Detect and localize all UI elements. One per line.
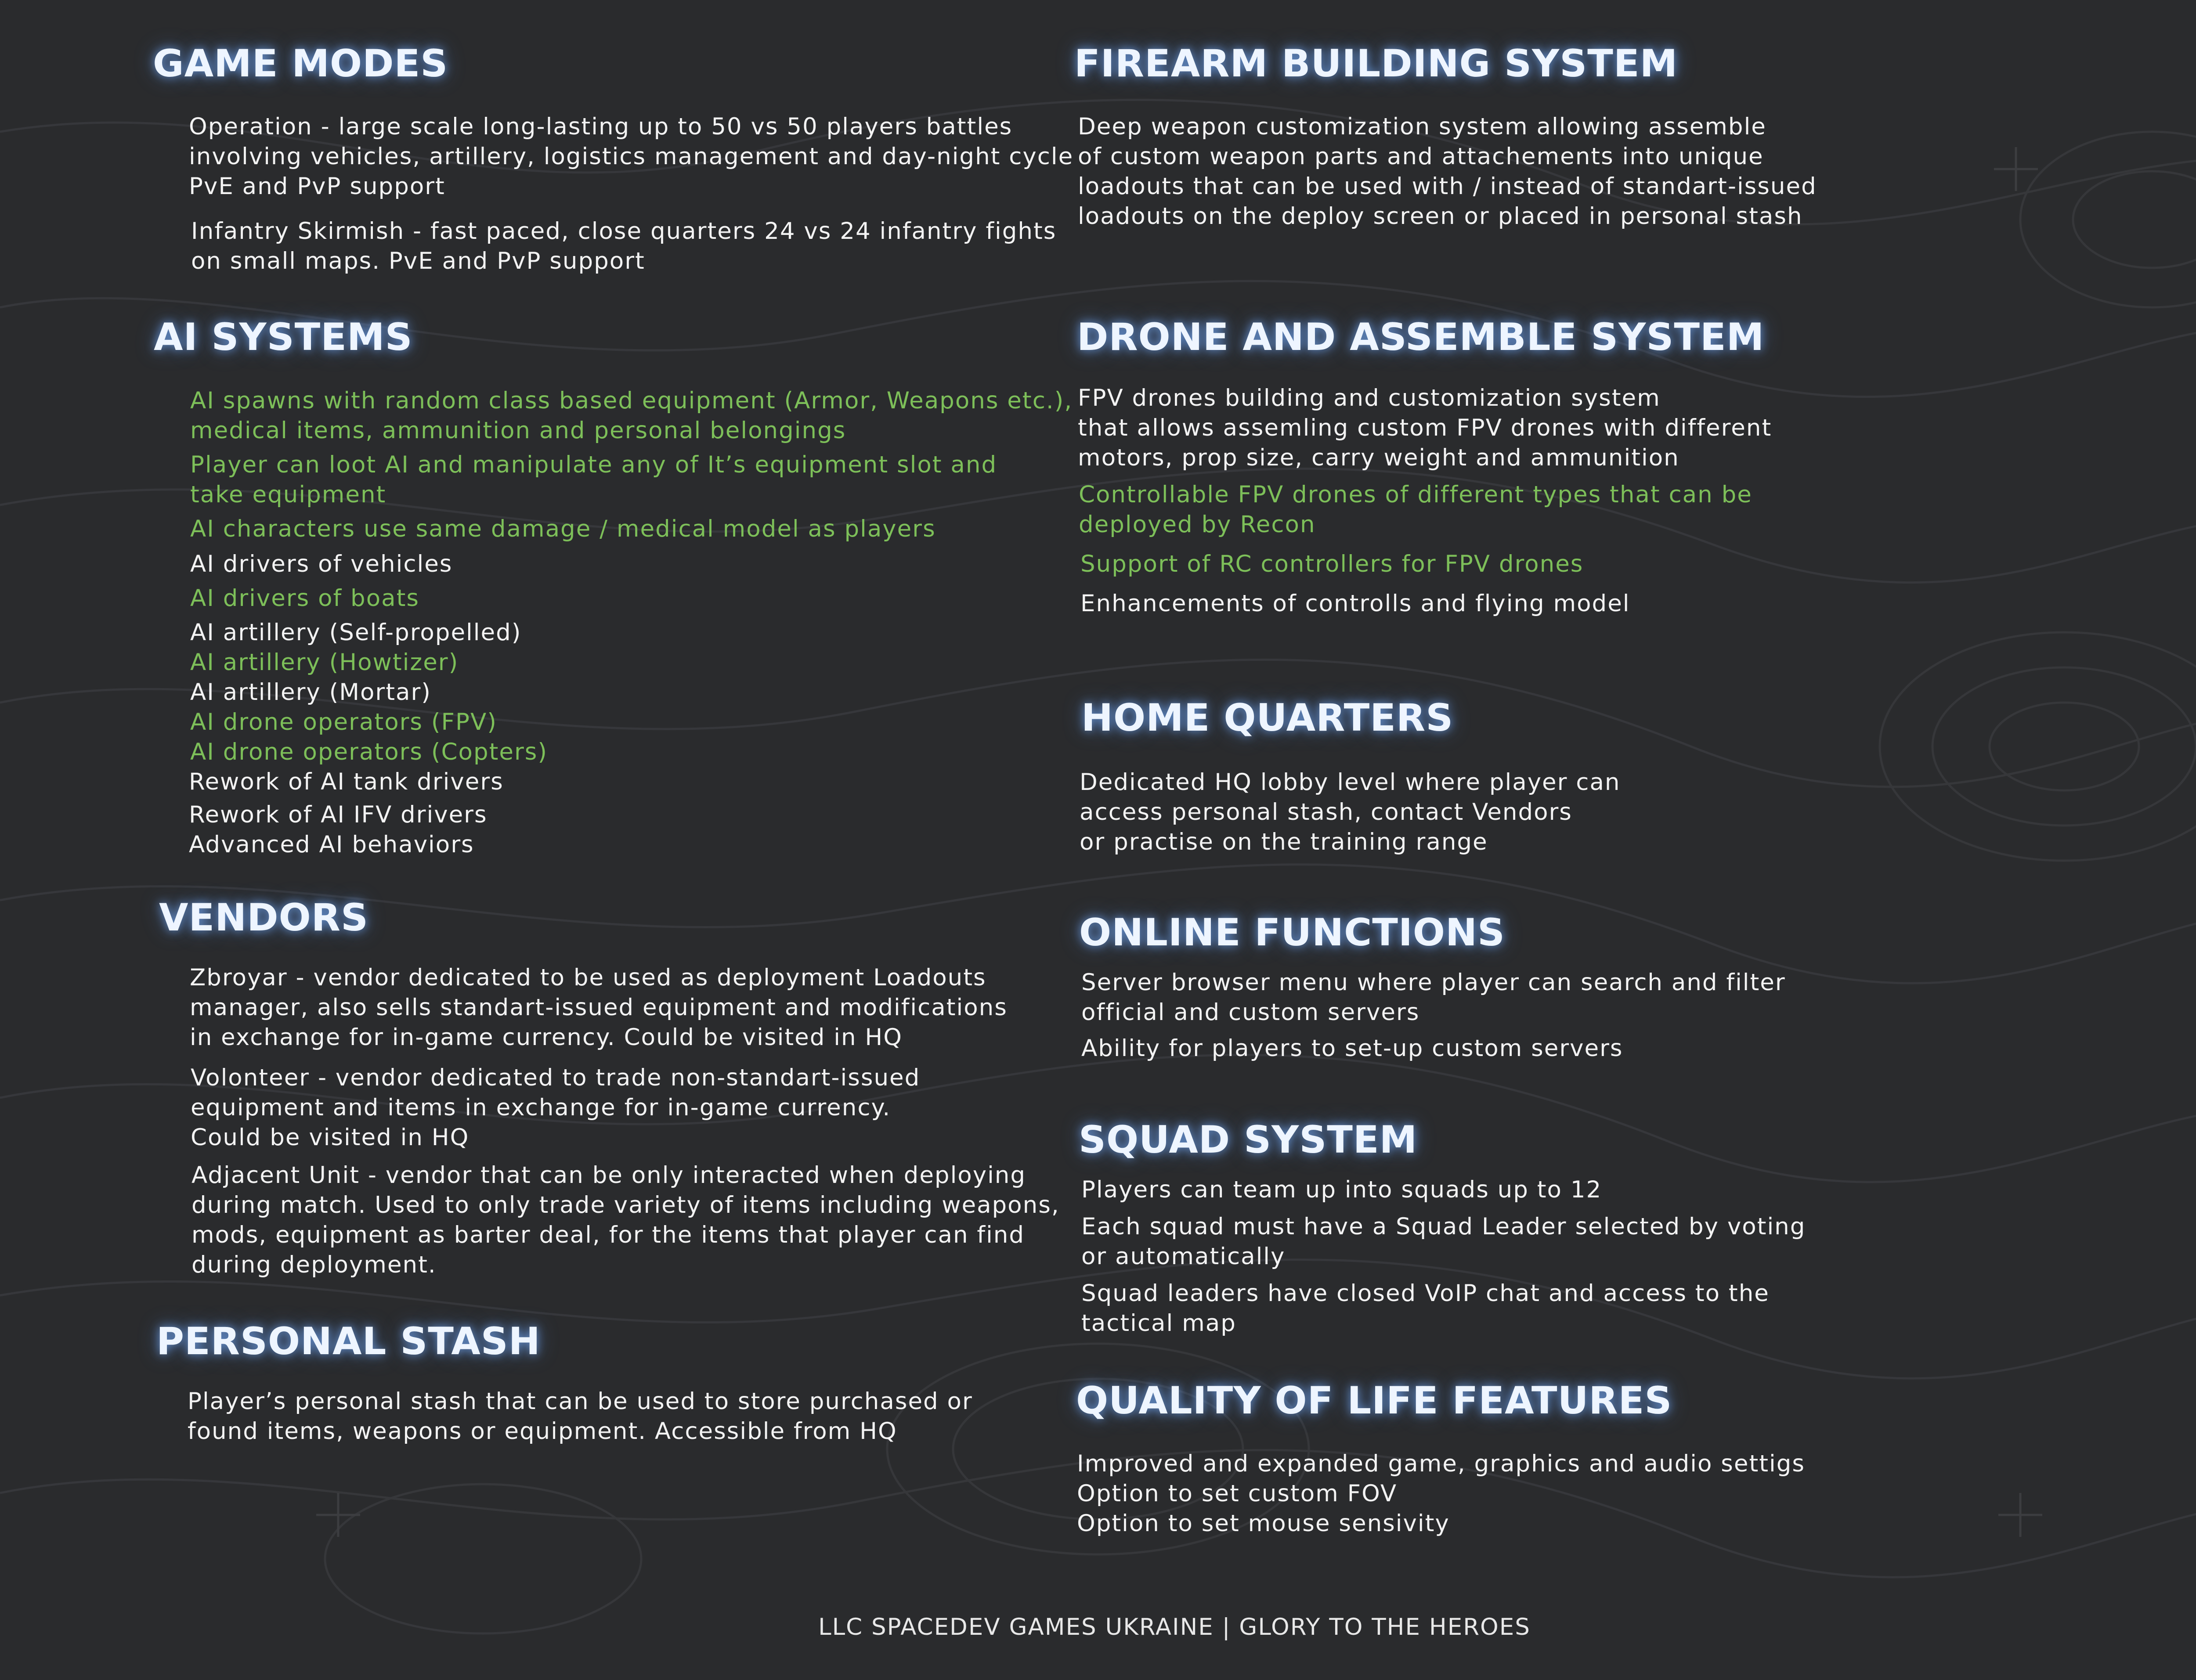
firearm-building-line: loadouts on the deploy screen or placed in personal stash <box>1078 203 1803 230</box>
drone-assemble-line: that allows assemling custom FPV drones with different <box>1078 415 1772 441</box>
ai-systems-line: AI artillery (Self-propelled) <box>190 619 522 646</box>
ai-systems-line: AI drone operators (FPV) <box>190 709 497 735</box>
quality-of-life-line: Option to set mouse sensivity <box>1077 1510 1450 1537</box>
drone-assemble-line: Controllable FPV drones of different types that can be <box>1079 481 1752 508</box>
vendors-line: mods, equipment as barter deal, for the items that player can find <box>191 1222 1025 1248</box>
ai-systems-line: medical items, ammunition and personal belongings <box>190 417 846 444</box>
game-modes-heading: GAME MODES <box>153 42 448 86</box>
vendors-heading: VENDORS <box>159 896 368 940</box>
drone-assemble-line: FPV drones building and customization system <box>1078 385 1661 411</box>
personal-stash-line: found items, weapons or equipment. Accessible from HQ <box>188 1418 897 1445</box>
drone-assemble-line: motors, prop size, carry weight and ammunition <box>1078 444 1680 471</box>
squad-system-line: tactical map <box>1081 1310 1236 1337</box>
ai-systems-line: take equipment <box>190 481 386 508</box>
firearm-building-line: loadouts that can be used with / instead of standart-issued <box>1078 173 1817 200</box>
drone-assemble-line: deployed by Recon <box>1079 511 1316 538</box>
vendors-line: during match. Used to only trade variety of items including weapons, <box>191 1192 1060 1219</box>
personal-stash-heading: PERSONAL STASH <box>156 1319 541 1363</box>
drone-assemble-line: Enhancements of controlls and flying model <box>1080 590 1630 617</box>
ai-systems-line: AI characters use same damage / medical model as players <box>190 516 936 542</box>
squad-system-line: Players can team up into squads up to 12 <box>1081 1176 1602 1203</box>
home-quarters-line: Dedicated HQ lobby level where player can <box>1080 769 1621 796</box>
ai-systems-line: AI drivers of boats <box>190 585 419 612</box>
ai-systems-line: Advanced AI behaviors <box>189 831 474 858</box>
vendors-line: Zbroyar - vendor dedicated to be used as deployment Loadouts <box>190 964 986 991</box>
squad-system-line: or automatically <box>1081 1243 1286 1270</box>
home-quarters-line: or practise on the training range <box>1080 829 1488 855</box>
vendors-line: Volonteer - vendor dedicated to trade non-standart-issued <box>191 1064 921 1091</box>
ai-systems-line: AI drone operators (Copters) <box>190 739 548 765</box>
quality-of-life-heading: QUALITY OF LIFE FEATURES <box>1076 1379 1672 1423</box>
squad-system-heading: SQUAD SYSTEM <box>1079 1118 1418 1162</box>
ai-systems-line: Player can loot AI and manipulate any of It’s equipment slot and <box>190 451 997 478</box>
drone-assemble-heading: DRONE AND ASSEMBLE SYSTEM <box>1077 315 1765 359</box>
ai-systems-line: Rework of AI IFV drivers <box>189 801 488 828</box>
game-modes-line: Infantry Skirmish - fast paced, close quarters 24 vs 24 infantry fights <box>191 218 1057 245</box>
ai-systems-line: AI artillery (Howtizer) <box>190 649 459 676</box>
online-functions-line: Server browser menu where player can search and filter <box>1081 969 1786 996</box>
quality-of-life-line: Option to set custom FOV <box>1077 1480 1398 1507</box>
squad-system-line: Squad leaders have closed VoIP chat and access to the <box>1081 1280 1770 1307</box>
game-modes-line: involving vehicles, artillery, logistics management and day-night cycle <box>189 143 1074 170</box>
ai-systems-line: AI spawns with random class based equipment (Armor, Weapons etc.), <box>190 387 1073 414</box>
footer-credit: LLC SPACEDEV GAMES UKRAINE | GLORY TO THE HEROES <box>818 1614 1531 1640</box>
game-modes-line: Operation - large scale long-lasting up to 50 vs 50 players battles <box>189 113 1013 140</box>
vendors-line: Adjacent Unit - vendor that can be only interacted when deploying <box>191 1162 1026 1189</box>
home-quarters-heading: HOME QUARTERS <box>1081 696 1454 740</box>
squad-system-line: Each squad must have a Squad Leader selected by voting <box>1081 1213 1806 1240</box>
ai-systems-heading: AI SYSTEMS <box>154 315 413 359</box>
firearm-building-line: of custom weapon parts and attachements into unique <box>1078 143 1764 170</box>
firearm-building-heading: FIREARM BUILDING SYSTEM <box>1074 42 1678 86</box>
ai-systems-line: AI drivers of vehicles <box>190 551 453 577</box>
quality-of-life-line: Improved and expanded game, graphics and audio settigs <box>1077 1450 1806 1477</box>
online-functions-heading: ONLINE FUNCTIONS <box>1079 911 1505 955</box>
online-functions-line: Ability for players to set-up custom servers <box>1081 1035 1623 1062</box>
home-quarters-line: access personal stash, contact Vendors <box>1080 799 1572 826</box>
drone-assemble-line: Support of RC controllers for FPV drones <box>1080 551 1584 577</box>
vendors-line: Could be visited in HQ <box>191 1124 470 1151</box>
game-modes-line: PvE and PvP support <box>189 173 445 200</box>
ai-systems-line: AI artillery (Mortar) <box>190 679 431 706</box>
vendors-line: during deployment. <box>191 1251 437 1278</box>
firearm-building-line: Deep weapon customization system allowing assemble <box>1078 113 1766 140</box>
game-modes-line: on small maps. PvE and PvP support <box>191 248 645 274</box>
personal-stash-line: Player’s personal stash that can be used to store purchased or <box>188 1388 973 1415</box>
ai-systems-line: Rework of AI tank drivers <box>189 768 504 795</box>
vendors-line: in exchange for in-game currency. Could be visited in HQ <box>190 1024 903 1051</box>
online-functions-line: official and custom servers <box>1081 999 1420 1026</box>
vendors-line: equipment and items in exchange for in-game currency. <box>191 1094 891 1121</box>
vendors-line: manager, also sells standart-issued equipment and modifications <box>190 994 1008 1021</box>
